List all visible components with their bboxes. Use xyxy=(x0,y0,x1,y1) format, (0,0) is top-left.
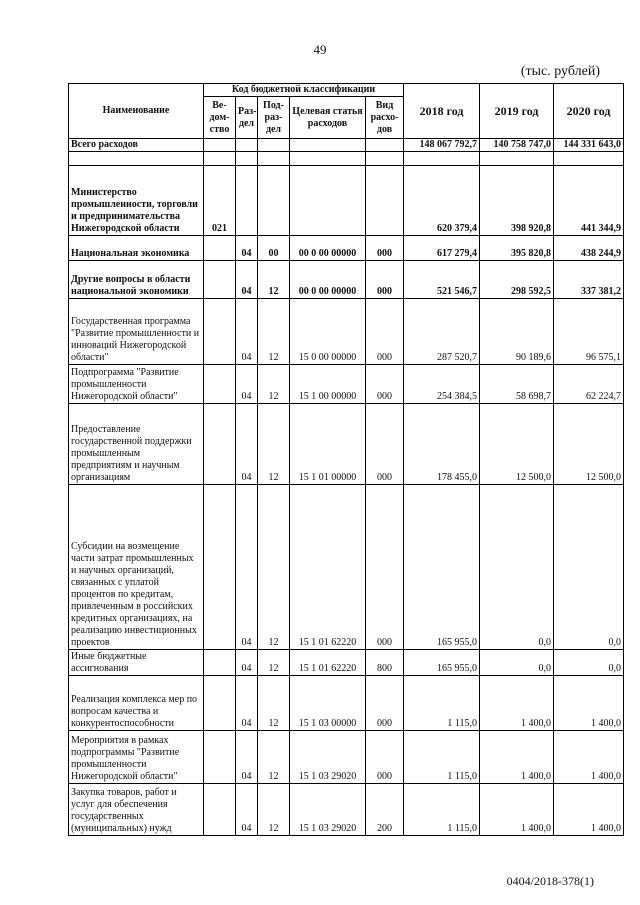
row-2020: 0,0 xyxy=(554,650,624,676)
header-vid: Вид расхо-дов xyxy=(366,97,404,139)
row-ved xyxy=(204,650,236,676)
footer-code: 0404/2018-378(1) xyxy=(506,874,594,888)
row-2020: 1 400,0 xyxy=(554,784,624,836)
row-vr: 000 xyxy=(366,676,404,731)
table-row xyxy=(69,784,624,836)
row-2019: 398 920,8 xyxy=(480,166,554,236)
row-ved xyxy=(204,365,236,404)
row-csr: 15 0 00 00000 xyxy=(290,299,366,365)
row-ved xyxy=(204,299,236,365)
row-vr xyxy=(366,152,404,166)
row-csr xyxy=(290,152,366,166)
header-podrazdel: Под-раз-дел xyxy=(258,97,290,139)
row-vr xyxy=(366,166,404,236)
header-2020: 2020 год xyxy=(554,84,624,139)
row-rz xyxy=(236,139,258,152)
row-name: Государственная программа "Развитие промышленности и инноваций Нижегородской области" xyxy=(69,299,204,365)
row-2019: 58 698,7 xyxy=(480,365,554,404)
row-2019: 298 592,5 xyxy=(480,261,554,299)
row-csr: 00 0 00 00000 xyxy=(290,261,366,299)
row-2019 xyxy=(480,152,554,166)
row-csr: 15 1 01 62220 xyxy=(290,650,366,676)
row-2020: 0,0 xyxy=(554,485,624,650)
row-2018: 287 520,7 xyxy=(404,299,480,365)
row-name: Предоставление государственной поддержки промышленным предприятиям и научным организациям xyxy=(69,404,204,485)
header-csr: Целевая статья расходов xyxy=(290,97,366,139)
row-pr: 12 xyxy=(258,404,290,485)
table-row xyxy=(69,152,624,166)
row-name: Национальная экономика xyxy=(69,236,204,261)
row-vr: 000 xyxy=(366,261,404,299)
row-rz: 04 xyxy=(236,236,258,261)
row-2020: 12 500,0 xyxy=(554,404,624,485)
row-2019: 1 400,0 xyxy=(480,731,554,784)
row-name: Подпрограмма "Развитие промышленности Нижегородской области" xyxy=(69,365,204,404)
header-name: Наименование xyxy=(69,84,204,139)
row-2020: 1 400,0 xyxy=(554,676,624,731)
row-csr: 00 0 00 00000 xyxy=(290,236,366,261)
table-row xyxy=(69,676,624,731)
row-csr: 15 1 03 00000 xyxy=(290,676,366,731)
row-pr: 12 xyxy=(258,650,290,676)
row-rz: 04 xyxy=(236,404,258,485)
header-ved: Ве-дом-ство xyxy=(204,97,236,139)
row-name: Министерство промышленности, торговли и предпринимательства Нижегородской области xyxy=(69,166,204,236)
row-2020: 62 224,7 xyxy=(554,365,624,404)
row-rz: 04 xyxy=(236,731,258,784)
header-2019: 2019 год xyxy=(480,84,554,139)
header-razdel: Раз-дел xyxy=(236,97,258,139)
row-vr: 800 xyxy=(366,650,404,676)
row-vr: 000 xyxy=(366,731,404,784)
page-number: 49 xyxy=(313,42,327,57)
row-pr: 12 xyxy=(258,784,290,836)
row-name: Другие вопросы в области национальной экономики xyxy=(69,261,204,299)
row-2020 xyxy=(554,152,624,166)
row-name: Всего расходов xyxy=(69,139,204,152)
row-pr xyxy=(258,139,290,152)
header-2018: 2018 год xyxy=(404,84,480,139)
row-2019: 1 400,0 xyxy=(480,676,554,731)
row-2019: 140 758 747,0 xyxy=(480,139,554,152)
row-name xyxy=(69,152,204,166)
row-2018: 617 279,4 xyxy=(404,236,480,261)
row-2019: 1 400,0 xyxy=(480,784,554,836)
row-name: Иные бюджетные ассигнования xyxy=(69,650,204,676)
row-2018: 148 067 792,7 xyxy=(404,139,480,152)
row-2019: 0,0 xyxy=(480,650,554,676)
row-rz: 04 xyxy=(236,650,258,676)
row-csr: 15 1 03 29020 xyxy=(290,784,366,836)
table-row xyxy=(69,404,624,485)
row-2018: 1 115,0 xyxy=(404,676,480,731)
row-vr: 200 xyxy=(366,784,404,836)
row-rz: 04 xyxy=(236,299,258,365)
header-code-group: Код бюджетной классификации xyxy=(204,84,404,97)
row-ved xyxy=(204,731,236,784)
row-vr: 000 xyxy=(366,404,404,485)
table-row xyxy=(69,261,624,299)
row-ved xyxy=(204,139,236,152)
row-ved xyxy=(204,236,236,261)
row-2019: 0,0 xyxy=(480,485,554,650)
row-rz: 04 xyxy=(236,365,258,404)
row-rz: 04 xyxy=(236,261,258,299)
units-label: (тыс. рублей) xyxy=(520,64,600,79)
row-vr: 000 xyxy=(366,485,404,650)
row-vr: 000 xyxy=(366,299,404,365)
row-rz: 04 xyxy=(236,485,258,650)
table-row xyxy=(69,731,624,784)
row-csr xyxy=(290,166,366,236)
row-2020: 96 575,1 xyxy=(554,299,624,365)
row-name: Мероприятия в рамках подпрограммы "Развитие промышленности Нижегородской области" xyxy=(69,731,204,784)
row-pr: 12 xyxy=(258,365,290,404)
row-2018: 165 955,0 xyxy=(404,650,480,676)
row-2018: 1 115,0 xyxy=(404,784,480,836)
row-csr xyxy=(290,139,366,152)
row-2018: 1 115,0 xyxy=(404,731,480,784)
row-2018 xyxy=(404,152,480,166)
table-row xyxy=(69,485,624,650)
row-2020: 438 244,9 xyxy=(554,236,624,261)
row-2018: 178 455,0 xyxy=(404,404,480,485)
table-row xyxy=(69,365,624,404)
row-csr: 15 1 01 62220 xyxy=(290,485,366,650)
table-row xyxy=(69,236,624,261)
table-row xyxy=(69,299,624,365)
row-pr: 00 xyxy=(258,236,290,261)
row-2018: 620 379,4 xyxy=(404,166,480,236)
row-name: Субсидии на возмещение части затрат промышленных и научных организаций, связанных с уплатой процентов по кредитам, привлеченным в российских кредитных организациях, на реализацию инвестиционных проектов xyxy=(69,485,204,650)
row-ved xyxy=(204,152,236,166)
row-rz: 04 xyxy=(236,676,258,731)
row-pr xyxy=(258,166,290,236)
row-2018: 521 546,7 xyxy=(404,261,480,299)
row-pr: 12 xyxy=(258,299,290,365)
row-csr: 15 1 01 00000 xyxy=(290,404,366,485)
table-row xyxy=(69,650,624,676)
row-ved xyxy=(204,676,236,731)
row-rz: 04 xyxy=(236,784,258,836)
budget-table xyxy=(68,83,624,836)
row-ved xyxy=(204,485,236,650)
row-2018: 254 384,5 xyxy=(404,365,480,404)
row-pr: 12 xyxy=(258,676,290,731)
row-rz xyxy=(236,152,258,166)
row-2020: 1 400,0 xyxy=(554,731,624,784)
row-pr xyxy=(258,152,290,166)
table-row xyxy=(69,166,624,236)
row-pr: 12 xyxy=(258,261,290,299)
row-2018: 165 955,0 xyxy=(404,485,480,650)
row-vr: 000 xyxy=(366,365,404,404)
row-csr: 15 1 00 00000 xyxy=(290,365,366,404)
row-ved xyxy=(204,261,236,299)
row-2019: 12 500,0 xyxy=(480,404,554,485)
row-2019: 90 189,6 xyxy=(480,299,554,365)
row-name: Закупка товаров, работ и услуг для обеспечения государственных (муниципальных) нужд xyxy=(69,784,204,836)
row-pr: 12 xyxy=(258,731,290,784)
row-rz xyxy=(236,166,258,236)
row-pr: 12 xyxy=(258,485,290,650)
row-2020: 144 331 643,0 xyxy=(554,139,624,152)
row-vr: 000 xyxy=(366,236,404,261)
row-2020: 337 381,2 xyxy=(554,261,624,299)
row-2020: 441 344,9 xyxy=(554,166,624,236)
row-ved xyxy=(204,404,236,485)
row-ved: 021 xyxy=(204,166,236,236)
row-2019: 395 820,8 xyxy=(480,236,554,261)
row-ved xyxy=(204,784,236,836)
row-vr xyxy=(366,139,404,152)
row-name: Реализация комплекса мер по вопросам качества и конкурентоспособности xyxy=(69,676,204,731)
row-csr: 15 1 03 29020 xyxy=(290,731,366,784)
table-row xyxy=(69,139,624,152)
